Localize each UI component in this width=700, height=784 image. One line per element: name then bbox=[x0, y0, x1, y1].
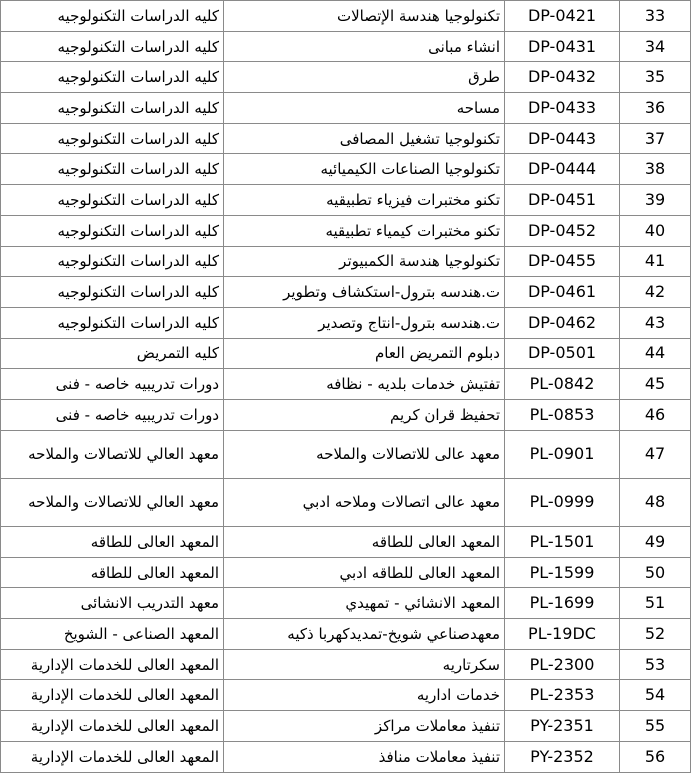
program-name-cell: تكنولوجيا هندسة الإتصالات bbox=[224, 1, 505, 32]
row-number-cell: 44 bbox=[620, 338, 691, 369]
faculty-cell: كليه الدراسات التكنولوجيه bbox=[1, 215, 224, 246]
row-number-cell: 46 bbox=[620, 399, 691, 430]
program-code-cell: PL-1501 bbox=[505, 527, 620, 558]
faculty-cell: المعهد العالى للطاقه bbox=[1, 557, 224, 588]
table-row bbox=[1, 527, 691, 558]
faculty-cell: كليه الدراسات التكنولوجيه bbox=[1, 307, 224, 338]
program-code-cell: PL-0901 bbox=[505, 430, 620, 478]
program-code-cell: PL-2353 bbox=[505, 680, 620, 711]
table-row bbox=[1, 478, 691, 526]
faculty-cell: كليه الدراسات التكنولوجيه bbox=[1, 185, 224, 216]
table-row bbox=[1, 1, 691, 32]
faculty-cell: المعهد العالى للخدمات الإدارية bbox=[1, 649, 224, 680]
program-code-cell: DP-0433 bbox=[505, 93, 620, 124]
faculty-cell: المعهد العالى للخدمات الإدارية bbox=[1, 711, 224, 742]
faculty-cell: المعهد العالى للخدمات الإدارية bbox=[1, 741, 224, 772]
program-name-cell: تكنو مختبرات كيمياء تطبيقيه bbox=[224, 215, 505, 246]
faculty-cell: كليه الدراسات التكنولوجيه bbox=[1, 31, 224, 62]
program-code-cell: DP-0451 bbox=[505, 185, 620, 216]
row-number-cell: 54 bbox=[620, 680, 691, 711]
faculty-cell: المعهد العالى للخدمات الإدارية bbox=[1, 680, 224, 711]
table-row bbox=[1, 680, 691, 711]
faculty-cell: دورات تدريبيه خاصه - فنى bbox=[1, 399, 224, 430]
table-row bbox=[1, 557, 691, 588]
faculty-cell: كليه الدراسات التكنولوجيه bbox=[1, 277, 224, 308]
table-row bbox=[1, 93, 691, 124]
program-name-cell: المعهد العالى للطاقه bbox=[224, 527, 505, 558]
table-row bbox=[1, 711, 691, 742]
program-name-cell: معهدصناعي شويخ-تمديدكهربا ذكيه bbox=[224, 619, 505, 650]
faculty-cell: كليه الدراسات التكنولوجيه bbox=[1, 154, 224, 185]
program-name-cell: ت.هندسه بترول-انتاج وتصدير bbox=[224, 307, 505, 338]
table-row bbox=[1, 588, 691, 619]
row-number-cell: 35 bbox=[620, 62, 691, 93]
faculty-cell: المعهد العالى للطاقه bbox=[1, 527, 224, 558]
program-name-cell: سكرتاريه bbox=[224, 649, 505, 680]
program-name-cell: طرق bbox=[224, 62, 505, 93]
program-name-cell: تفتيش خدمات بلديه - نظافه bbox=[224, 369, 505, 400]
faculty-cell: معهد العالي للاتصالات والملاحه bbox=[1, 430, 224, 478]
program-code-cell: PY-2351 bbox=[505, 711, 620, 742]
faculty-cell: كليه التمريض bbox=[1, 338, 224, 369]
table-row bbox=[1, 619, 691, 650]
faculty-cell: كليه الدراسات التكنولوجيه bbox=[1, 246, 224, 277]
program-name-cell: انشاء مبانى bbox=[224, 31, 505, 62]
program-code-cell: DP-0461 bbox=[505, 277, 620, 308]
program-code-cell: PL-1699 bbox=[505, 588, 620, 619]
row-number-cell: 48 bbox=[620, 478, 691, 526]
program-name-cell: المعهد العالى للطاقه ادبي bbox=[224, 557, 505, 588]
table-row bbox=[1, 430, 691, 478]
row-number-cell: 50 bbox=[620, 557, 691, 588]
table-row bbox=[1, 277, 691, 308]
table-row bbox=[1, 154, 691, 185]
row-number-cell: 38 bbox=[620, 154, 691, 185]
program-name-cell: تنفيذ معاملات منافذ bbox=[224, 741, 505, 772]
program-code-cell: PL-0999 bbox=[505, 478, 620, 526]
programs-table-body bbox=[1, 1, 691, 773]
program-name-cell: تكنو مختبرات فيزياء تطبيقيه bbox=[224, 185, 505, 216]
table-row bbox=[1, 338, 691, 369]
faculty-cell: دورات تدريبيه خاصه - فنى bbox=[1, 369, 224, 400]
program-name-cell: تكنولوجيا هندسة الكمبيوتر bbox=[224, 246, 505, 277]
program-code-cell: DP-0452 bbox=[505, 215, 620, 246]
row-number-cell: 49 bbox=[620, 527, 691, 558]
faculty-cell: كليه الدراسات التكنولوجيه bbox=[1, 1, 224, 32]
table-row bbox=[1, 369, 691, 400]
program-code-cell: DP-0443 bbox=[505, 123, 620, 154]
row-number-cell: 45 bbox=[620, 369, 691, 400]
faculty-cell: كليه الدراسات التكنولوجيه bbox=[1, 123, 224, 154]
program-code-cell: DP-0462 bbox=[505, 307, 620, 338]
program-name-cell: معهد عالى للاتصالات والملاحه bbox=[224, 430, 505, 478]
row-number-cell: 52 bbox=[620, 619, 691, 650]
faculty-cell: كليه الدراسات التكنولوجيه bbox=[1, 93, 224, 124]
program-name-cell: مساحه bbox=[224, 93, 505, 124]
program-code-cell: PL-0853 bbox=[505, 399, 620, 430]
table-row bbox=[1, 307, 691, 338]
table-row bbox=[1, 123, 691, 154]
table-row bbox=[1, 62, 691, 93]
program-name-cell: تحفيظ قران كريم bbox=[224, 399, 505, 430]
faculty-cell: كليه الدراسات التكنولوجيه bbox=[1, 62, 224, 93]
row-number-cell: 47 bbox=[620, 430, 691, 478]
program-code-cell: PL-19DC bbox=[505, 619, 620, 650]
program-code-cell: PL-2300 bbox=[505, 649, 620, 680]
row-number-cell: 34 bbox=[620, 31, 691, 62]
row-number-cell: 56 bbox=[620, 741, 691, 772]
table-row bbox=[1, 741, 691, 772]
row-number-cell: 39 bbox=[620, 185, 691, 216]
faculty-cell: معهد التدريب الانشائى bbox=[1, 588, 224, 619]
faculty-cell: المعهد الصناعى - الشويخ bbox=[1, 619, 224, 650]
program-code-cell: DP-0444 bbox=[505, 154, 620, 185]
program-code-cell: PL-1599 bbox=[505, 557, 620, 588]
row-number-cell: 33 bbox=[620, 1, 691, 32]
program-name-cell: دبلوم التمريض العام bbox=[224, 338, 505, 369]
row-number-cell: 43 bbox=[620, 307, 691, 338]
program-code-cell: PL-0842 bbox=[505, 369, 620, 400]
row-number-cell: 37 bbox=[620, 123, 691, 154]
row-number-cell: 51 bbox=[620, 588, 691, 619]
program-code-cell: DP-0432 bbox=[505, 62, 620, 93]
table-row bbox=[1, 215, 691, 246]
table-row bbox=[1, 31, 691, 62]
program-code-cell: DP-0501 bbox=[505, 338, 620, 369]
table-row bbox=[1, 399, 691, 430]
row-number-cell: 40 bbox=[620, 215, 691, 246]
faculty-cell: معهد العالي للاتصالات والملاحه bbox=[1, 478, 224, 526]
program-code-cell: DP-0455 bbox=[505, 246, 620, 277]
row-number-cell: 42 bbox=[620, 277, 691, 308]
program-name-cell: خدمات اداريه bbox=[224, 680, 505, 711]
table-row bbox=[1, 649, 691, 680]
program-name-cell: تكنولوجيا تشغيل المصافى bbox=[224, 123, 505, 154]
program-code-cell: DP-0431 bbox=[505, 31, 620, 62]
program-name-cell: المعهد الانشائي - تمهيدي bbox=[224, 588, 505, 619]
table-row bbox=[1, 246, 691, 277]
row-number-cell: 36 bbox=[620, 93, 691, 124]
row-number-cell: 41 bbox=[620, 246, 691, 277]
row-number-cell: 53 bbox=[620, 649, 691, 680]
program-name-cell: معهد عالى اتصالات وملاحه ادبي bbox=[224, 478, 505, 526]
row-number-cell: 55 bbox=[620, 711, 691, 742]
program-name-cell: ت.هندسه بترول-استكشاف وتطوير bbox=[224, 277, 505, 308]
program-code-cell: PY-2352 bbox=[505, 741, 620, 772]
program-code-cell: DP-0421 bbox=[505, 1, 620, 32]
program-name-cell: تكنولوجيا الصناعات الكيميائيه bbox=[224, 154, 505, 185]
program-name-cell: تنفيذ معاملات مراكز bbox=[224, 711, 505, 742]
table-row bbox=[1, 185, 691, 216]
